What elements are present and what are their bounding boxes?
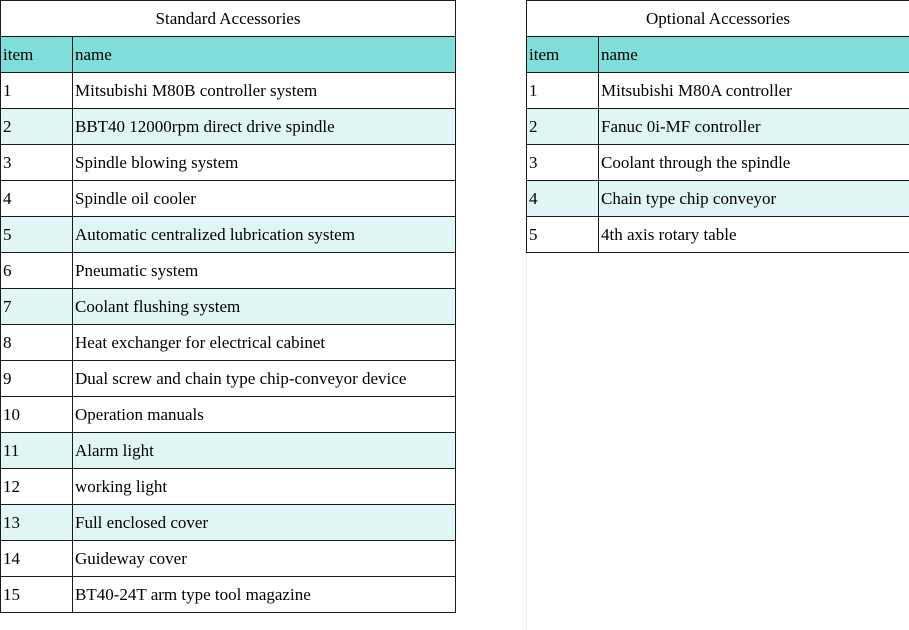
standard-title-row [1, 1, 456, 37]
standard-title[interactable]: Standard Accessories [1, 1, 456, 37]
optional-title-row [527, 1, 909, 37]
item-cell[interactable]: 4 [1, 181, 73, 217]
name-cell[interactable]: Mitsubishi M80A controller [599, 73, 909, 109]
table-row [1, 145, 456, 181]
table-row [527, 145, 909, 181]
item-cell[interactable]: 3 [527, 145, 599, 181]
table-row [1, 73, 456, 109]
name-cell[interactable]: BBT40 12000rpm direct drive spindle [73, 109, 456, 145]
name-cell[interactable]: Automatic centralized lubrication system [73, 217, 456, 253]
item-cell[interactable]: 1 [527, 73, 599, 109]
name-cell[interactable]: working light [73, 469, 456, 505]
name-cell[interactable]: Spindle blowing system [73, 145, 456, 181]
table-row [1, 289, 456, 325]
name-cell[interactable]: Dual screw and chain type chip-conveyor device [73, 361, 456, 397]
standard-item-header[interactable]: item [1, 37, 73, 73]
item-cell[interactable]: 8 [1, 325, 73, 361]
standard-header-row [1, 37, 456, 73]
optional-header-row [527, 37, 909, 73]
name-cell[interactable]: Chain type chip conveyor [599, 181, 909, 217]
name-cell[interactable]: Operation manuals [73, 397, 456, 433]
table-row [527, 181, 909, 217]
standard-name-header[interactable]: name [73, 37, 456, 73]
table-row [527, 109, 909, 145]
name-cell[interactable]: Coolant flushing system [73, 289, 456, 325]
table-row [1, 577, 456, 613]
table-row [1, 541, 456, 577]
table-row [527, 73, 909, 109]
item-cell[interactable]: 9 [1, 361, 73, 397]
optional-title[interactable]: Optional Accessories [527, 1, 909, 37]
item-cell[interactable]: 7 [1, 289, 73, 325]
optional-name-header[interactable]: name [599, 37, 909, 73]
item-cell[interactable]: 4 [527, 181, 599, 217]
item-cell[interactable]: 2 [1, 109, 73, 145]
item-cell[interactable]: 12 [1, 469, 73, 505]
table-row [1, 361, 456, 397]
table-row [527, 217, 909, 253]
item-cell[interactable]: 3 [1, 145, 73, 181]
table-row [1, 505, 456, 541]
item-cell[interactable]: 15 [1, 577, 73, 613]
table-row [1, 109, 456, 145]
name-cell[interactable]: Full enclosed cover [73, 505, 456, 541]
table-row [1, 253, 456, 289]
item-cell[interactable]: 10 [1, 397, 73, 433]
item-cell[interactable]: 13 [1, 505, 73, 541]
name-cell[interactable]: 4th axis rotary table [599, 217, 909, 253]
name-cell[interactable]: Heat exchanger for electrical cabinet [73, 325, 456, 361]
name-cell[interactable]: BT40-24T arm type tool magazine [73, 577, 456, 613]
table-row [1, 181, 456, 217]
name-cell[interactable]: Alarm light [73, 433, 456, 469]
item-cell[interactable]: 14 [1, 541, 73, 577]
item-cell[interactable]: 11 [1, 433, 73, 469]
table-row [1, 433, 456, 469]
item-cell[interactable]: 1 [1, 73, 73, 109]
item-cell[interactable]: 2 [527, 109, 599, 145]
table-row [1, 217, 456, 253]
name-cell[interactable]: Guideway cover [73, 541, 456, 577]
item-cell[interactable]: 6 [1, 253, 73, 289]
standard-accessories-table [0, 0, 456, 613]
name-cell[interactable]: Mitsubishi M80B controller system [73, 73, 456, 109]
item-cell[interactable]: 5 [527, 217, 599, 253]
optional-accessories-table [526, 0, 909, 253]
name-cell[interactable]: Spindle oil cooler [73, 181, 456, 217]
name-cell[interactable]: Pneumatic system [73, 253, 456, 289]
item-cell[interactable]: 5 [1, 217, 73, 253]
name-cell[interactable]: Fanuc 0i-MF controller [599, 109, 909, 145]
name-cell[interactable]: Coolant through the spindle [599, 145, 909, 181]
table-row [1, 325, 456, 361]
optional-item-header[interactable]: item [527, 37, 599, 73]
table-row [1, 469, 456, 505]
table-row [1, 397, 456, 433]
